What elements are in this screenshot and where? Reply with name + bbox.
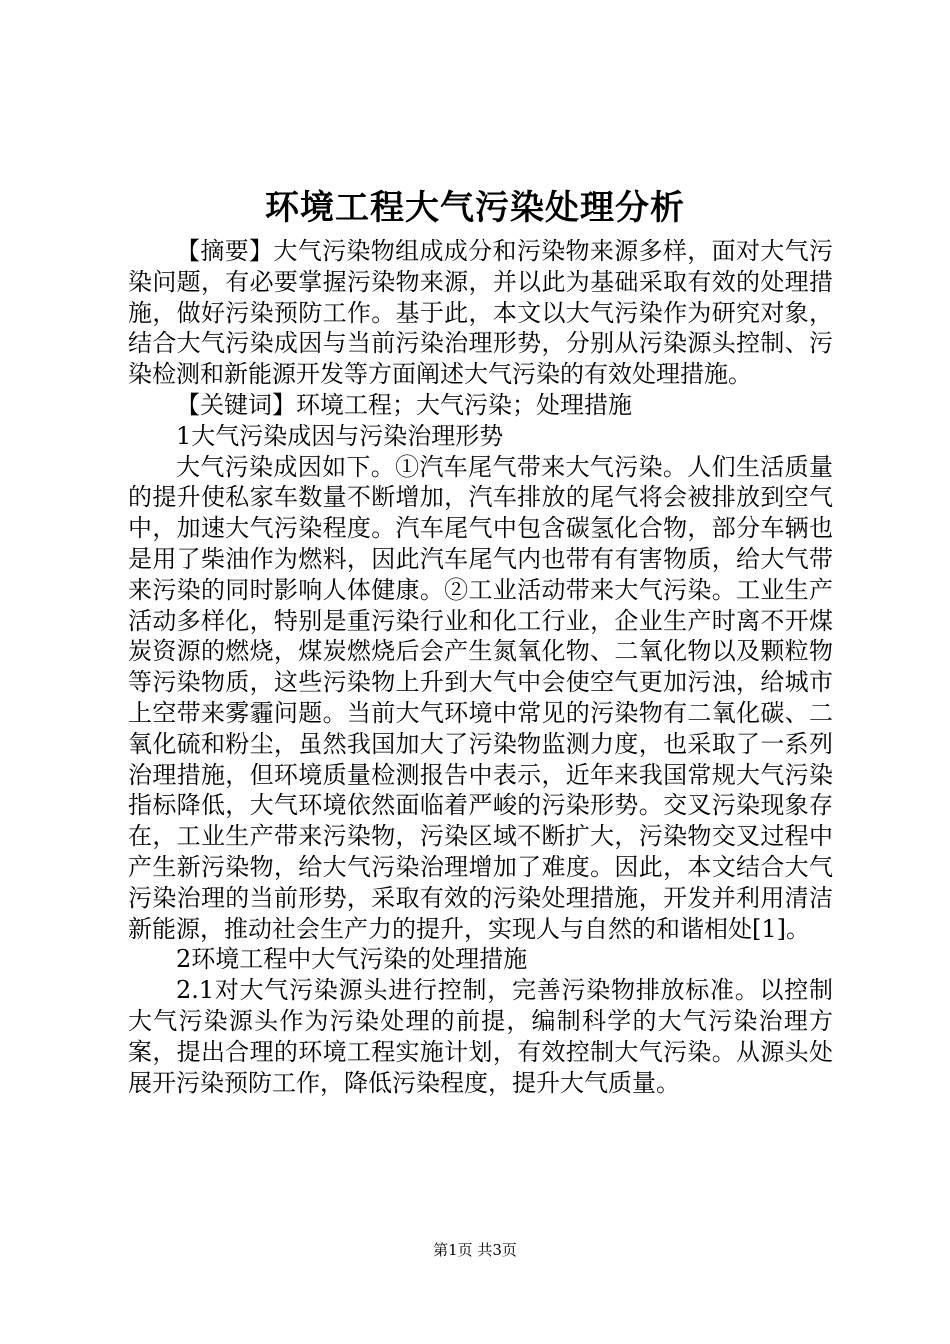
- document-body: [128, 236, 833, 1098]
- page-footer: [0, 1240, 950, 1260]
- body-paragraph: 2.1对大气污染源头进行控制，完善污染物排放标准。以控制大气污染源头作为污染处理的前提，编制科学的大气污染治理方案，提出合理的环境工程实施计划，有效控制大气污染。从源头处展开污染预防工作，降低污染程度，提升大气质量。: [128, 976, 833, 1097]
- page-indicator: 第1页 共3页: [433, 1241, 517, 1259]
- abstract-paragraph: 【摘要】大气污染物组成成分和污染物来源多样，面对大气污染问题，有必要掌握污染物来源，并以此为基础采取有效的处理措施，做好污染预防工作。基于此，本文以大气污染作为研究对象，结合大气污染成因与当前污染治理形势，分别从污染源头控制、污染检测和新能源开发等方面阐述大气污染的有效处理措施。: [128, 237, 833, 389]
- document-title: 环境工程大气污染处理分析: [265, 188, 685, 228]
- keywords-paragraph: 【关键词】环境工程；大气污染；处理措施: [176, 390, 632, 419]
- body-paragraph: 大气污染成因如下。①汽车尾气带来大气污染。人们生活质量的提升使私家车数量不断增加，汽车排放的尾气将会被排放到空气中，加速大气污染程度。汽车尾气中包含碳氢化合物，部分车辆也是用了柴油作为燃料，因此汽车尾气内也带有有害物质，给大气带来污染的同时影响人体健康。②工业活动带来大气污染。工业生产活动多样化，特别是重污染行业和化工行业，企业生产时离不开煤炭资源的燃烧，煤炭燃烧后会产生氮氧化物、二氧化物以及颗粒物等污染物质，这些污染物上升到大气中会使空气更加污浊，给城市上空带来雾霾问题。当前大气环境中常见的污染物有二氧化碳、二氧化硫和粉尘，虽然我国加大了污染物监测力度，也采取了一系列治理措施，但环境质量检测报告中表示，近年来我国常规大气污染指标降低，大气环境依然面临着严峻的污染形势。交叉污染现象存在，工业生产带来污染物，污染区域不断扩大，污染物交叉过程中产生新污染物，给大气污染治理增加了难度。因此，本文结合大气污染治理的当前形势，采取有效的污染处理措施，开发并利用清洁新能源，推动社会生产力的提升，实现人与自然的和谐相处[1]。: [128, 452, 833, 943]
- section-heading-1: 1大气污染成因与污染治理形势: [176, 421, 504, 450]
- section-heading-2: 2环境工程中大气污染的处理措施: [176, 945, 528, 974]
